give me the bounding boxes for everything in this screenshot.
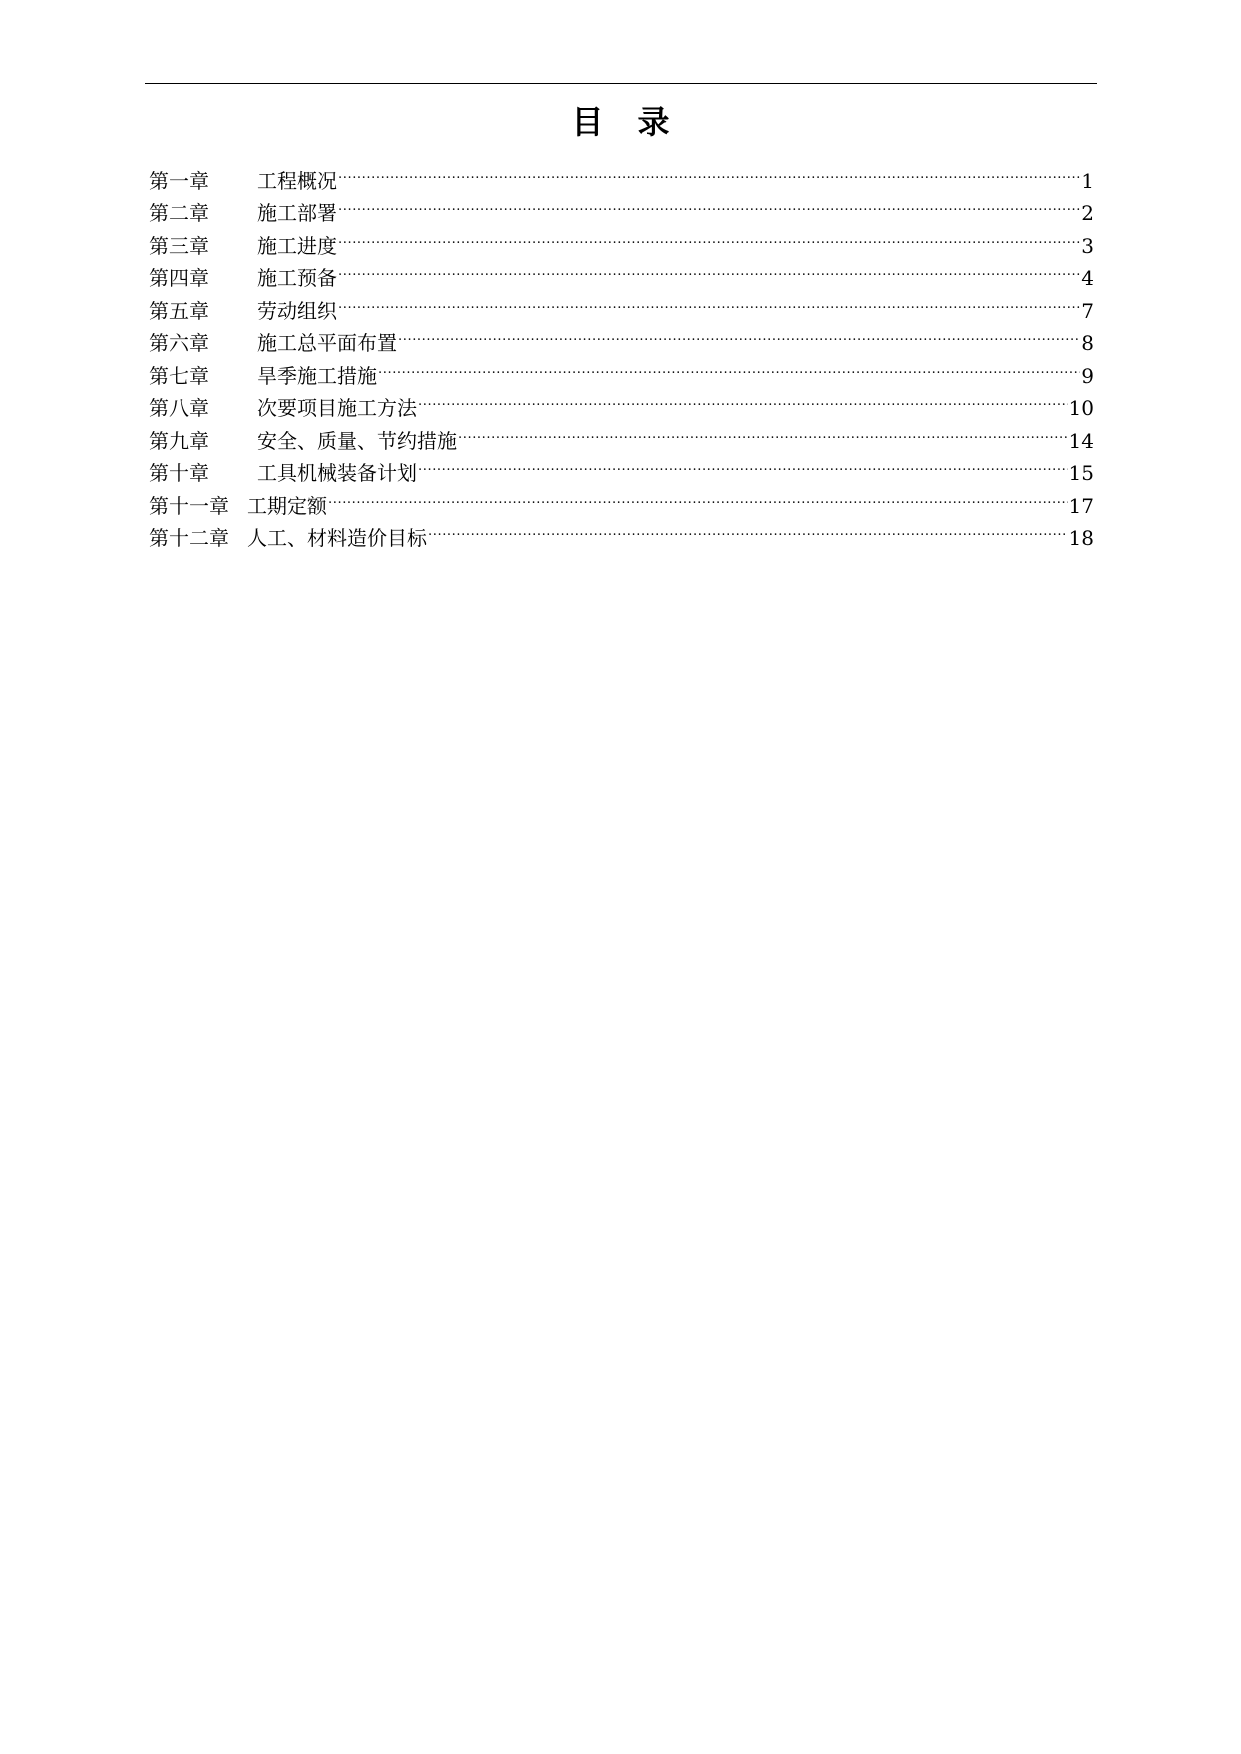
toc-page-number: 2: [1081, 201, 1094, 225]
toc-chapter-name: 劳动组织: [257, 298, 337, 323]
toc-page-number: 1: [1081, 168, 1094, 193]
toc-dot-leader: [338, 253, 1080, 286]
toc-chapter-name: 次要项目施工方法: [257, 396, 417, 420]
toc-page-number: 3: [1081, 233, 1094, 258]
toc-page-number: 18: [1068, 526, 1094, 550]
toc-dot-leader: [428, 513, 1068, 546]
toc-chapter-name: 工程概况: [257, 168, 337, 193]
toc-chapter-name: 人工、材料造价目标: [247, 526, 427, 550]
toc-chapter-number: 第二章: [149, 201, 209, 225]
toc-entry[interactable]: [149, 155, 1094, 193]
toc-page-number: 4: [1081, 266, 1094, 290]
toc-chapter-number: 第一章: [149, 168, 209, 193]
toc-dot-leader: [398, 318, 1080, 351]
toc-page-number: 15: [1068, 461, 1094, 485]
toc-chapter-name: 施工总平面布置: [257, 331, 397, 355]
toc-chapter-name: 安全、质量、节约措施: [257, 428, 457, 453]
toc-dot-leader: [338, 155, 1080, 188]
toc-chapter-number: 第八章: [149, 396, 209, 420]
toc-chapter-number: 第四章: [149, 266, 209, 290]
toc-chapter-number: 第十二章: [149, 526, 229, 550]
toc-chapter-number: 第十一章: [149, 493, 229, 518]
toc-dot-leader: [418, 448, 1068, 481]
toc-chapter-name: 旱季施工措施: [257, 363, 377, 388]
toc-page-number: 10: [1068, 396, 1094, 420]
toc-chapter-number: 第六章: [149, 331, 209, 355]
toc-page-number: 7: [1081, 298, 1094, 323]
toc-chapter-name: 施工进度: [257, 233, 337, 258]
toc-dot-leader: [338, 188, 1080, 221]
toc-chapter-number: 第七章: [149, 363, 209, 388]
toc-chapter-number: 第十章: [149, 461, 209, 485]
toc-chapter-name: 施工预备: [257, 266, 337, 290]
table-of-contents: [149, 155, 1094, 550]
toc-dot-leader: [418, 383, 1068, 416]
toc-chapter-number: 第五章: [149, 298, 209, 323]
header-rule: [145, 83, 1097, 84]
toc-page-number: 17: [1068, 493, 1094, 518]
toc-chapter-name: 工期定额: [247, 493, 327, 518]
toc-title: [0, 98, 1241, 146]
toc-page-number: 9: [1081, 363, 1094, 388]
toc-chapter-number: 第九章: [149, 428, 209, 453]
toc-dot-leader: [338, 220, 1080, 253]
toc-dot-leader: [378, 350, 1080, 383]
toc-dot-leader: [458, 415, 1068, 448]
toc-chapter-name: 工具机械装备计划: [257, 461, 417, 485]
toc-page-number: 8: [1081, 331, 1094, 355]
toc-chapter-name: 施工部署: [257, 201, 337, 225]
toc-page-number: 14: [1068, 428, 1094, 453]
toc-chapter-number: 第三章: [149, 233, 209, 258]
toc-title-char-1: 目: [571, 103, 604, 141]
toc-dot-leader: [338, 285, 1080, 318]
toc-dot-leader: [328, 480, 1068, 513]
toc-title-char-2: 录: [637, 103, 670, 141]
